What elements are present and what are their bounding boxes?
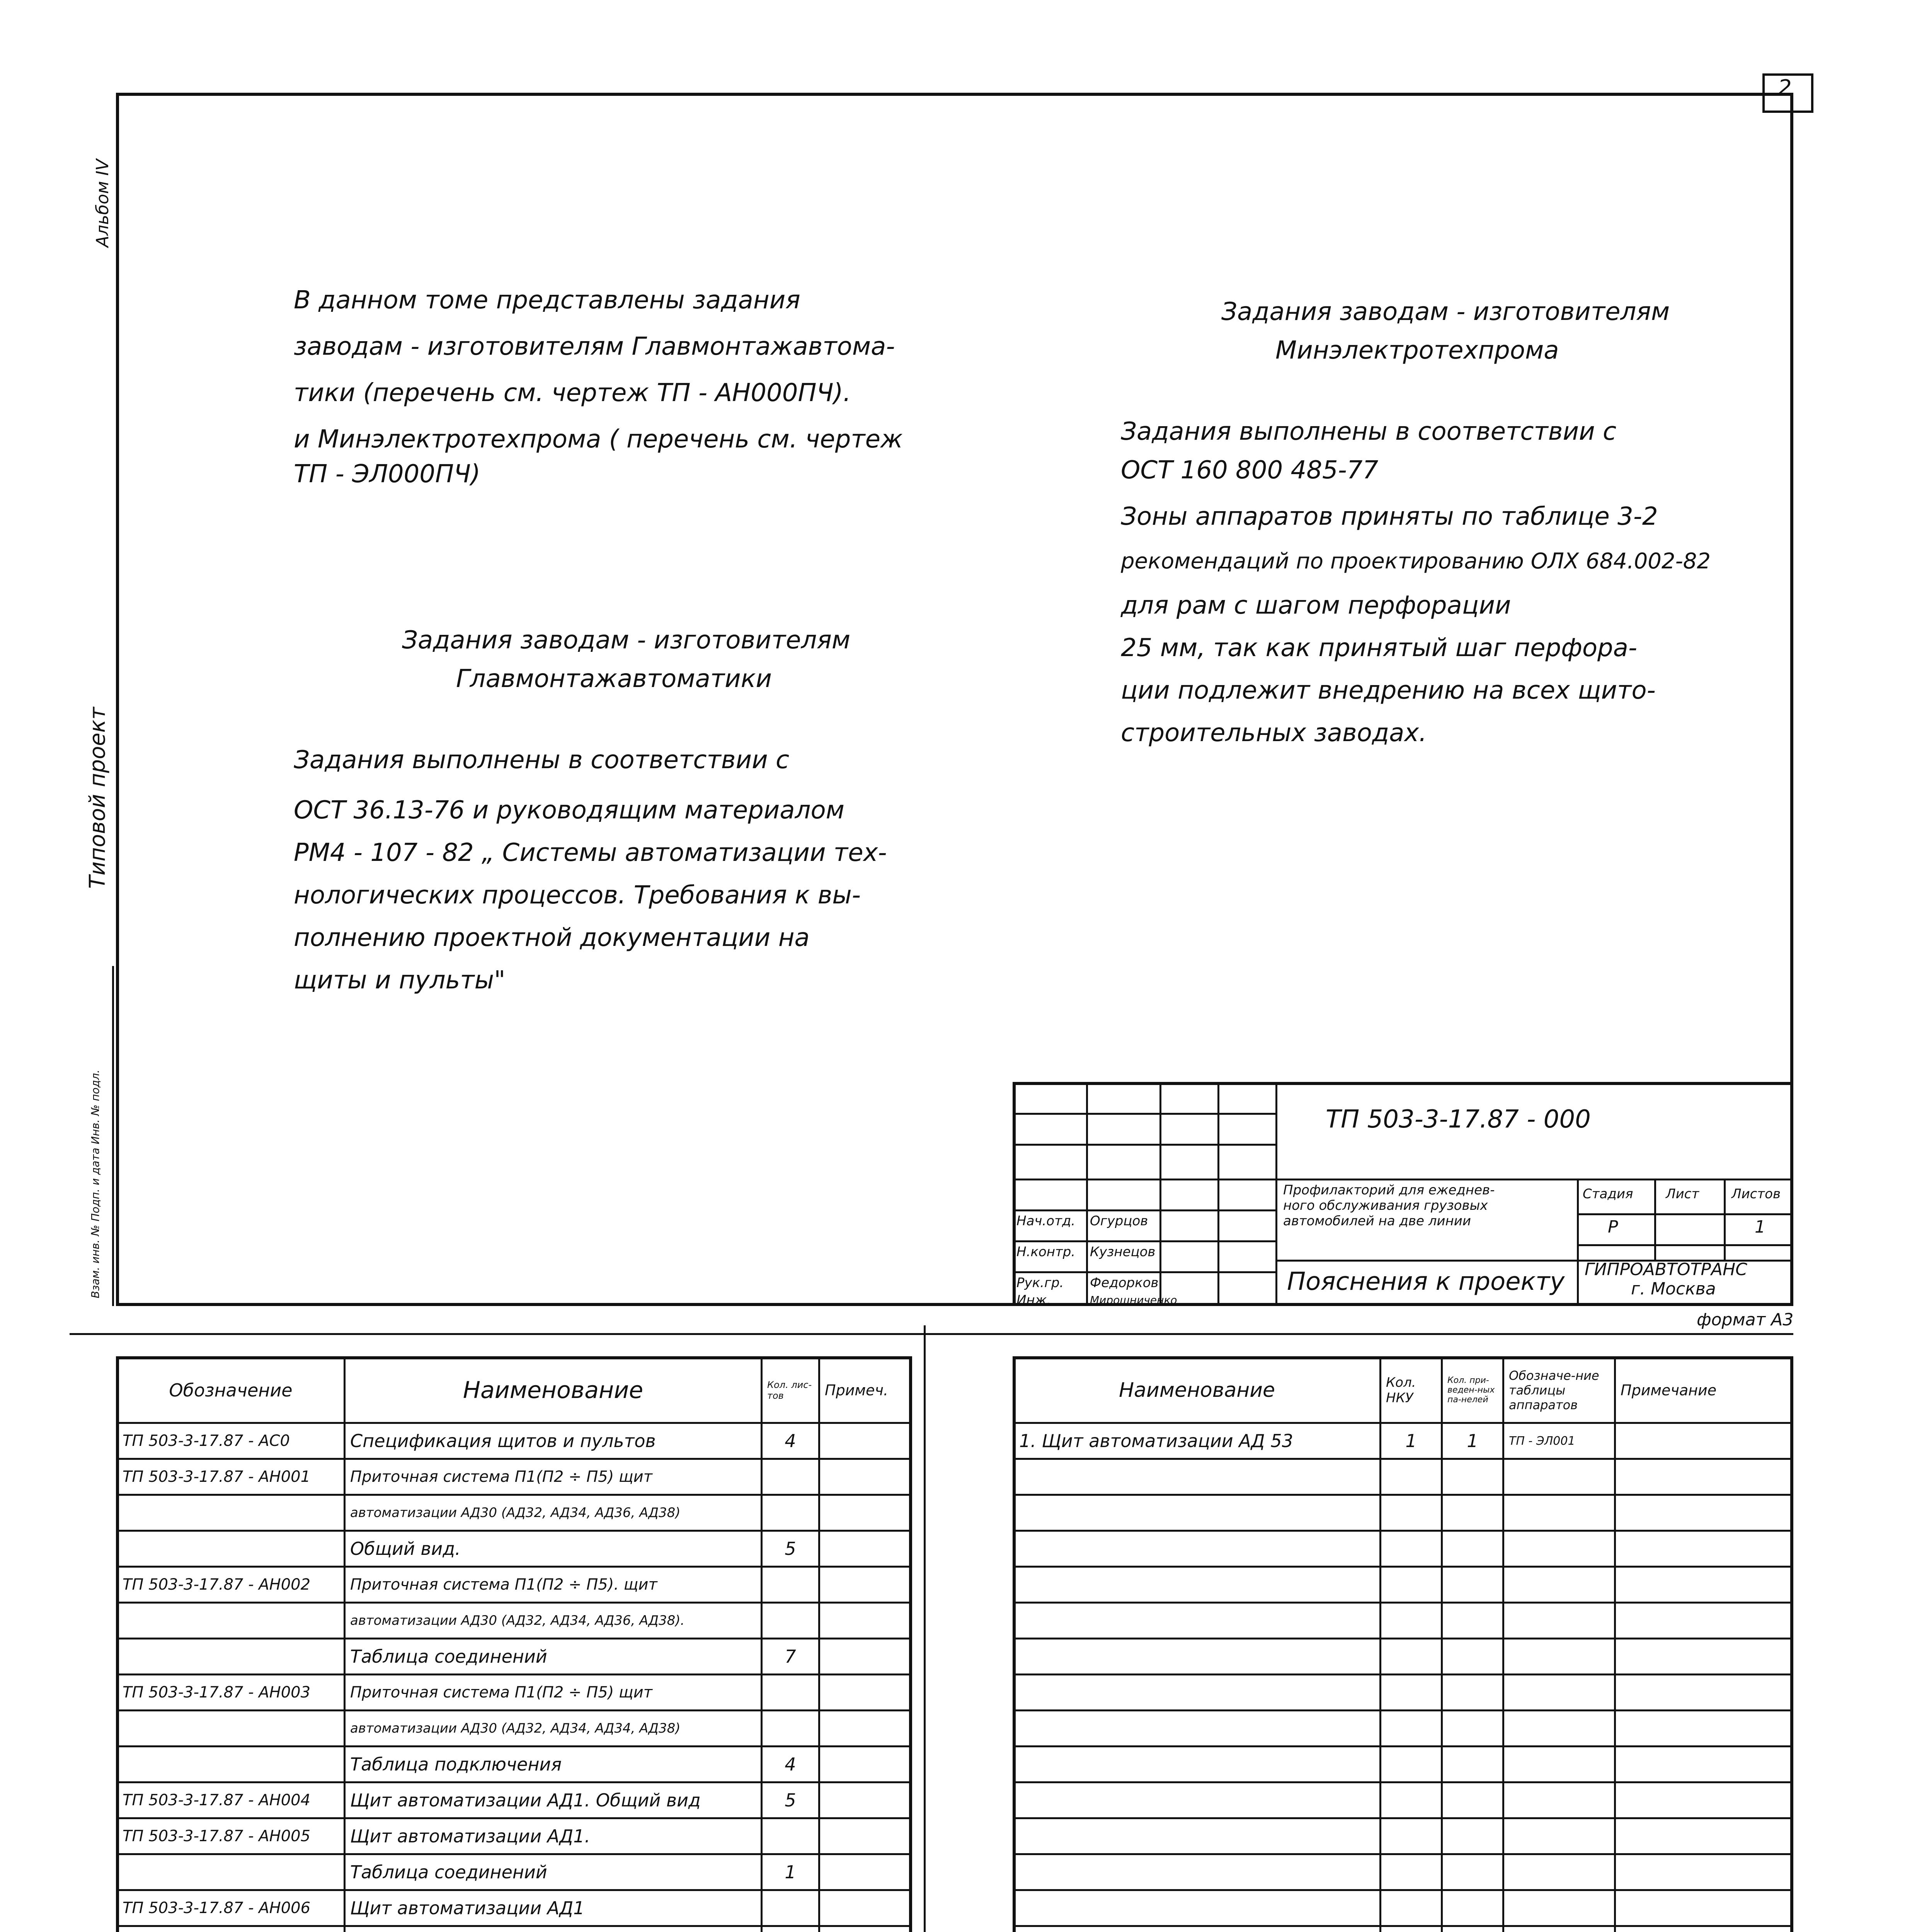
table-row: [1014, 1423, 1793, 1459]
page-divider: [70, 1333, 1793, 1335]
table-cell: [819, 1567, 911, 1603]
table-cell: [1503, 1747, 1615, 1782]
mep-line: для рам с шагом перфорации: [1121, 591, 1511, 620]
table-cell: [1014, 1531, 1381, 1567]
table-cell: [117, 1531, 345, 1567]
mep-line: строительных заводах.: [1121, 719, 1427, 747]
mep-title: Задания заводам - изготовителям: [1221, 298, 1670, 326]
table-cell: [819, 1926, 911, 1932]
table-cell: [1442, 1603, 1503, 1639]
table-cell: [1442, 1639, 1503, 1675]
table-cell: [1014, 1818, 1381, 1854]
table-row: [117, 1854, 911, 1890]
drawing-code: ТП 503-3-17.87 - 000: [1326, 1105, 1591, 1134]
table-cell: [1503, 1854, 1615, 1890]
gma-line: щиты и пульты": [294, 966, 506, 995]
table-row: [117, 1926, 911, 1932]
table-cell: автоматизации АД30 (АД32, АД34, АД36, АД38).: [345, 1603, 762, 1639]
table-cell: [1381, 1639, 1442, 1675]
table-cell: [819, 1639, 911, 1675]
table-cell: [1014, 1459, 1381, 1495]
table-cell: [1442, 1782, 1503, 1818]
table-cell: [819, 1675, 911, 1711]
table-cell: [1615, 1531, 1793, 1567]
table-cell: [1615, 1639, 1793, 1675]
person: Мирошниченко: [1090, 1294, 1177, 1306]
table-cell: [1014, 1675, 1381, 1711]
table-cell: [762, 1495, 819, 1531]
devices-table: [1013, 1356, 1793, 1932]
table-cell: ТП - ЭЛ001: [1503, 1423, 1615, 1459]
table-cell: [1014, 1854, 1381, 1890]
organization: ГИПРОАВТОТРАНС: [1585, 1260, 1747, 1279]
table-cell: [1381, 1567, 1442, 1603]
person: Огурцов: [1090, 1213, 1148, 1229]
table-cell: [117, 1639, 345, 1675]
intro-line: В данном томе представлены задания: [294, 286, 800, 315]
table-cell: [762, 1818, 819, 1854]
table-cell: [1014, 1495, 1381, 1531]
table-cell: ТП 503-3-17.87 - АС0: [117, 1423, 345, 1459]
table-cell: [819, 1495, 911, 1531]
table-cell: [1615, 1818, 1793, 1854]
table-cell: [762, 1926, 819, 1932]
table-cell: 5: [762, 1531, 819, 1567]
gma-line: полнению проектной документации на: [294, 923, 810, 952]
table-cell: [762, 1890, 819, 1926]
gma-line: Задания выполнены в соответствии с: [294, 746, 790, 774]
stage-label: Стадия: [1583, 1186, 1633, 1202]
object-name: автомобилей на две линии: [1283, 1213, 1471, 1229]
table-cell: [117, 1603, 345, 1639]
table-cell: [762, 1603, 819, 1639]
table-cell: Спецификация щитов и пультов: [345, 1423, 762, 1459]
table-cell: [1615, 1423, 1793, 1459]
table-cell: [1381, 1818, 1442, 1854]
sheets-value: 1: [1755, 1217, 1765, 1237]
table-cell: [1014, 1926, 1381, 1932]
table-cell: [819, 1890, 911, 1926]
table-cell: [819, 1747, 911, 1782]
table-cell: ТП 503-3-17.87 - АН004: [117, 1782, 345, 1818]
table-cell: [117, 1747, 345, 1782]
margin-line-top: [112, 966, 114, 1306]
drawings-table: [116, 1356, 912, 1932]
table-cell: [1014, 1603, 1381, 1639]
table-cell: ТП 503-3-17.87 - АН006: [117, 1890, 345, 1926]
role: Рук.гр.: [1016, 1275, 1064, 1291]
sheet-label: Лист: [1666, 1186, 1699, 1202]
table-cell: [1615, 1675, 1793, 1711]
table-cell: [1381, 1747, 1442, 1782]
table-cell: Таблица подключения: [345, 1747, 762, 1782]
table-cell: 1: [762, 1854, 819, 1890]
gma-line: нологических процессов. Требования к вы-: [294, 881, 861, 910]
table-cell: [1381, 1711, 1442, 1747]
table-cell: 4: [762, 1747, 819, 1782]
document-title: Пояснения к проекту: [1287, 1267, 1565, 1296]
table-cell: [117, 1495, 345, 1531]
table-cell: [1503, 1567, 1615, 1603]
table-cell: ТП 503-3-17.87 - АН001: [117, 1459, 345, 1495]
table-cell: [1615, 1495, 1793, 1531]
table-cell: [1615, 1782, 1793, 1818]
table-cell: [1381, 1854, 1442, 1890]
table-row: [117, 1459, 911, 1495]
intro-line: тики (перечень см. чертеж ТП - АН000ПЧ).: [294, 379, 851, 407]
table-cell: Приточная система П1(П2 ÷ П5) щит: [345, 1675, 762, 1711]
table-row: [117, 1818, 911, 1854]
table-cell: [1615, 1711, 1793, 1747]
table-cell: Приточная система П1(П2 ÷ П5) щит: [345, 1459, 762, 1495]
table-cell: [1503, 1818, 1615, 1854]
header-panels: Кол. при-веден-ных па-нелей: [1442, 1357, 1503, 1423]
intro-line: и Минэлектротехпрома ( перечень см. чертеж: [294, 425, 903, 454]
table-cell: [1014, 1890, 1381, 1926]
table-cell: автоматизации АД30 (АД32, АД34, АД36, АД38): [345, 1495, 762, 1531]
table-cell: [1503, 1675, 1615, 1711]
table-cell: [1615, 1890, 1793, 1926]
table-cell: [1615, 1747, 1793, 1782]
table-cell: [117, 1854, 345, 1890]
table-cell: ТП 503-3-17.87 - АН002: [117, 1567, 345, 1603]
table-cell: [1381, 1603, 1442, 1639]
table-cell: Таблица соединений: [345, 1639, 762, 1675]
format-label: формат А3: [1697, 1310, 1794, 1330]
mep-title: Минэлектротехпрома: [1275, 336, 1559, 365]
table-row: [117, 1639, 911, 1675]
object-name: ного обслуживания грузовых: [1283, 1198, 1488, 1213]
stage-value: Р: [1608, 1217, 1618, 1237]
table-cell: [1615, 1603, 1793, 1639]
table-cell: [762, 1711, 819, 1747]
table-header: [117, 1357, 911, 1423]
header-note: Примечание: [1615, 1357, 1793, 1423]
table-cell: [1442, 1854, 1503, 1890]
table-cell: [1381, 1890, 1442, 1926]
table-cell: [1442, 1818, 1503, 1854]
header-designation: Обозначе-ние таблицы аппаратов: [1503, 1357, 1615, 1423]
table-row: [117, 1890, 911, 1926]
table-cell: [1381, 1531, 1442, 1567]
table-cell: [117, 1926, 345, 1932]
table-cell: [1615, 1459, 1793, 1495]
table-cell: [1503, 1459, 1615, 1495]
table-cell: [819, 1782, 911, 1818]
table-cell: [1381, 1675, 1442, 1711]
table-cell: 1: [1381, 1423, 1442, 1459]
header-note: Примеч.: [819, 1357, 911, 1423]
table-row: [117, 1567, 911, 1603]
table-cell: [1442, 1459, 1503, 1495]
table-cell: ТП 503-3-17.87 - АН005: [117, 1818, 345, 1854]
mep-line: рекомендаций по проектированию ОЛХ 684.002-82: [1121, 549, 1711, 574]
table-cell: 1. Щит автоматизации АД 53: [1014, 1423, 1381, 1459]
table-cell: 4: [762, 1423, 819, 1459]
table-cell: [1442, 1747, 1503, 1782]
table-cell: [819, 1459, 911, 1495]
table-cell: [1503, 1711, 1615, 1747]
table-cell: [1381, 1459, 1442, 1495]
center-divider: [924, 1325, 926, 1932]
table-row: [117, 1711, 911, 1747]
album-label: Альбом IV: [93, 159, 112, 247]
table-cell: Щит автоматизации АД1: [345, 1890, 762, 1926]
table-cell: [345, 1926, 762, 1932]
intro-line: заводам - изготовителям Главмонтажавтома-: [294, 332, 895, 361]
table-cell: Щит автоматизации АД1. Общий вид: [345, 1782, 762, 1818]
table-row: [117, 1603, 911, 1639]
table-cell: [819, 1818, 911, 1854]
table-cell: [1381, 1495, 1442, 1531]
table-cell: [819, 1603, 911, 1639]
table-row: [117, 1747, 911, 1782]
header-designation: Обозначение: [117, 1357, 345, 1423]
mep-line: Зоны аппаратов приняты по таблице 3-2: [1121, 502, 1658, 531]
person: Кузнецов: [1090, 1244, 1156, 1260]
table-cell: 7: [762, 1639, 819, 1675]
table-cell: Таблица соединений: [345, 1854, 762, 1890]
table-cell: Общий вид.: [345, 1531, 762, 1567]
table-cell: [1014, 1747, 1381, 1782]
table-cell: [1381, 1926, 1442, 1932]
mep-line: ции подлежит внедрению на всех щито-: [1121, 676, 1656, 705]
table-cell: [1442, 1711, 1503, 1747]
table-cell: [762, 1567, 819, 1603]
table-cell: [819, 1711, 911, 1747]
page-number: 2: [1778, 75, 1792, 100]
gma-title: Задания заводам - изготовителям: [402, 626, 851, 655]
object-name: Профилакторий для ежеднев-: [1283, 1182, 1495, 1198]
project-type-label: Типовой проект: [85, 707, 110, 889]
table-cell: [819, 1531, 911, 1567]
table-cell: [1503, 1782, 1615, 1818]
table-cell: [1014, 1639, 1381, 1675]
table-cell: [1503, 1890, 1615, 1926]
table-cell: 1: [1442, 1423, 1503, 1459]
mep-line: 25 мм, так как принятый шаг перфора-: [1121, 634, 1637, 662]
table-cell: [1503, 1639, 1615, 1675]
header-name: Наименование: [345, 1357, 762, 1423]
table-cell: [1442, 1675, 1503, 1711]
table-cell: Щит автоматизации АД1.: [345, 1818, 762, 1854]
table-cell: автоматизации АД30 (АД32, АД34, АД34, АД38): [345, 1711, 762, 1747]
role: Нач.отд.: [1016, 1213, 1076, 1229]
inv-label-top: Взам. инв. № Подп. и дата Инв. № подл.: [89, 1070, 102, 1298]
table-cell: [1503, 1603, 1615, 1639]
table-cell: [117, 1711, 345, 1747]
sheets-label: Листов: [1731, 1186, 1781, 1202]
table-cell: [1381, 1782, 1442, 1818]
mep-line: ОСТ 160 800 485-77: [1121, 456, 1379, 485]
table-cell: [762, 1675, 819, 1711]
role: Н.контр.: [1016, 1244, 1076, 1260]
table-row: [117, 1782, 911, 1818]
table-cell: [1014, 1567, 1381, 1603]
table-cell: [1615, 1567, 1793, 1603]
person: Федорков: [1090, 1275, 1159, 1291]
header-name: Наименование: [1014, 1357, 1381, 1423]
header-count: Кол. лис-тов: [762, 1357, 819, 1423]
table-cell: [1503, 1531, 1615, 1567]
gma-line: РМ4 - 107 - 82 „ Системы автоматизации тех-: [294, 838, 887, 867]
table-cell: 5: [762, 1782, 819, 1818]
table-cell: [1014, 1711, 1381, 1747]
table-row: [117, 1531, 911, 1567]
table-cell: [819, 1423, 911, 1459]
gma-line: ОСТ 36.13-76 и руководящим материалом: [294, 796, 844, 825]
organization-city: г. Москва: [1631, 1279, 1716, 1299]
table-cell: ТП 503-3-17.87 - АН003: [117, 1675, 345, 1711]
table-cell: [1442, 1926, 1503, 1932]
table-cell: [1615, 1926, 1793, 1932]
table-cell: [819, 1854, 911, 1890]
table-cell: [1442, 1495, 1503, 1531]
table-row: [117, 1675, 911, 1711]
gma-title: Главмонтажавтоматики: [456, 665, 772, 693]
table-cell: [1615, 1854, 1793, 1890]
table-cell: [762, 1459, 819, 1495]
table-row: [117, 1495, 911, 1531]
table-cell: [1442, 1567, 1503, 1603]
header-nku: Кол. НКУ: [1381, 1357, 1442, 1423]
table-cell: [1503, 1495, 1615, 1531]
mep-line: Задания выполнены в соответствии с: [1121, 417, 1617, 446]
table-cell: [1442, 1531, 1503, 1567]
table-cell: [1442, 1890, 1503, 1926]
intro-line: ТП - ЭЛ000ПЧ): [294, 460, 480, 488]
table-cell: [1503, 1926, 1615, 1932]
table-cell: [1014, 1782, 1381, 1818]
table-cell: Приточная система П1(П2 ÷ П5). щит: [345, 1567, 762, 1603]
table-row: [117, 1423, 911, 1459]
table-header: [1014, 1357, 1793, 1423]
role: Инж.: [1016, 1293, 1051, 1308]
